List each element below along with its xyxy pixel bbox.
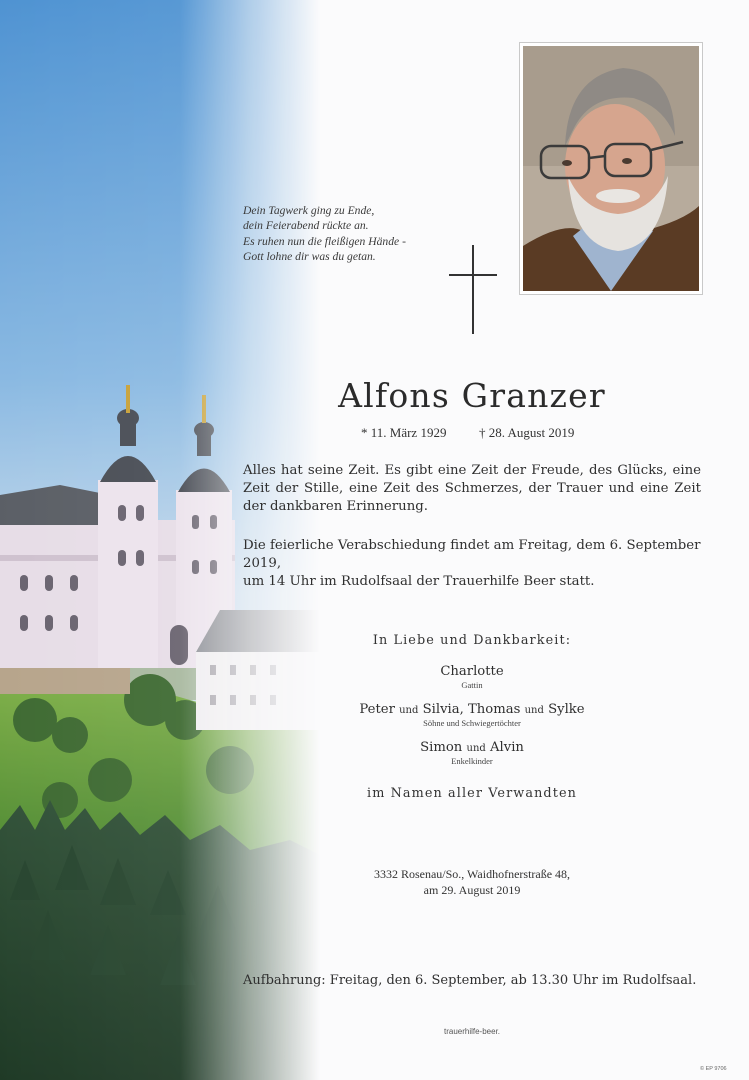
grandchild-name: Alvin: [490, 740, 524, 755]
address-block: [280, 866, 664, 898]
poem-line: Dein Tagwerk ging zu Ende,: [243, 204, 375, 217]
birth-date: * 11. März 1929: [361, 425, 447, 440]
und-connector: und: [524, 705, 544, 716]
print-code: © EP 9706: [700, 1066, 727, 1072]
und-connector: und: [466, 743, 486, 754]
in-liebe-heading: In Liebe und Dankbarkeit:: [372, 633, 572, 648]
poem-line: Es ruhen nun die fleißigen Hände -: [243, 234, 406, 248]
poem: [243, 203, 453, 265]
portrait-photo: [519, 42, 703, 295]
address-line: 3332 Rosenau/So., Waidhofnerstraße 48,: [373, 867, 571, 881]
spouse-role: Gattin: [461, 680, 483, 690]
portrait-image: [523, 46, 699, 291]
grandchildren-role: Enkelkinder: [451, 756, 493, 766]
child-name: Peter: [359, 702, 395, 717]
address-date: am 29. August 2019: [423, 883, 521, 897]
grandchild-name: Simon: [420, 740, 463, 755]
child-name: Sylke: [548, 702, 585, 717]
cross-icon: [472, 245, 474, 334]
und-connector: und: [399, 705, 419, 716]
death-date: † 28. August 2019: [479, 425, 575, 440]
children-role: Söhne und Schwiegertöchter: [423, 718, 521, 728]
aufbahrung-line: Aufbahrung: Freitag, den 6. September, ab 13.30 Uhr im Rudolfsaal.: [243, 973, 697, 988]
child-name: Silvia,: [422, 702, 464, 717]
footer-brand: trauerhilfe-beer.: [443, 1027, 501, 1036]
quote-paragraph: [243, 462, 701, 516]
ceremony-line: Die feierliche Verabschiedung findet am Freitag, dem 6. September 2019,: [243, 538, 701, 571]
spouse-name: Charlotte: [440, 664, 504, 679]
child-name: Thomas: [468, 702, 521, 717]
family-spouse: [280, 664, 664, 690]
deceased-name: Alfons Granzer: [338, 376, 606, 415]
poem-line: Gott lohne dir was du getan.: [243, 250, 376, 264]
grandchildren-names: [280, 740, 664, 755]
children-names: [280, 702, 664, 717]
ceremony-paragraph: [243, 537, 701, 591]
poem-line: dein Feierabend rückte an.: [243, 219, 369, 233]
ceremony-line: um 14 Uhr im Rudolfsaal der Trauerhilfe Beer statt.: [243, 574, 595, 589]
family-grandchildren: [280, 740, 664, 766]
family-children: [280, 702, 664, 728]
im-namen-line: im Namen aller Verwandten: [367, 786, 577, 801]
cross-icon-bar: [449, 274, 497, 276]
quote-text: Alles hat seine Zeit. Es gibt eine Zeit der Freude, des Glücks, eine Zeit der Stille, eine Zeit des Schmerzes, der Trauer und eine Zeit der dankbaren Erinnerung.: [243, 463, 701, 514]
